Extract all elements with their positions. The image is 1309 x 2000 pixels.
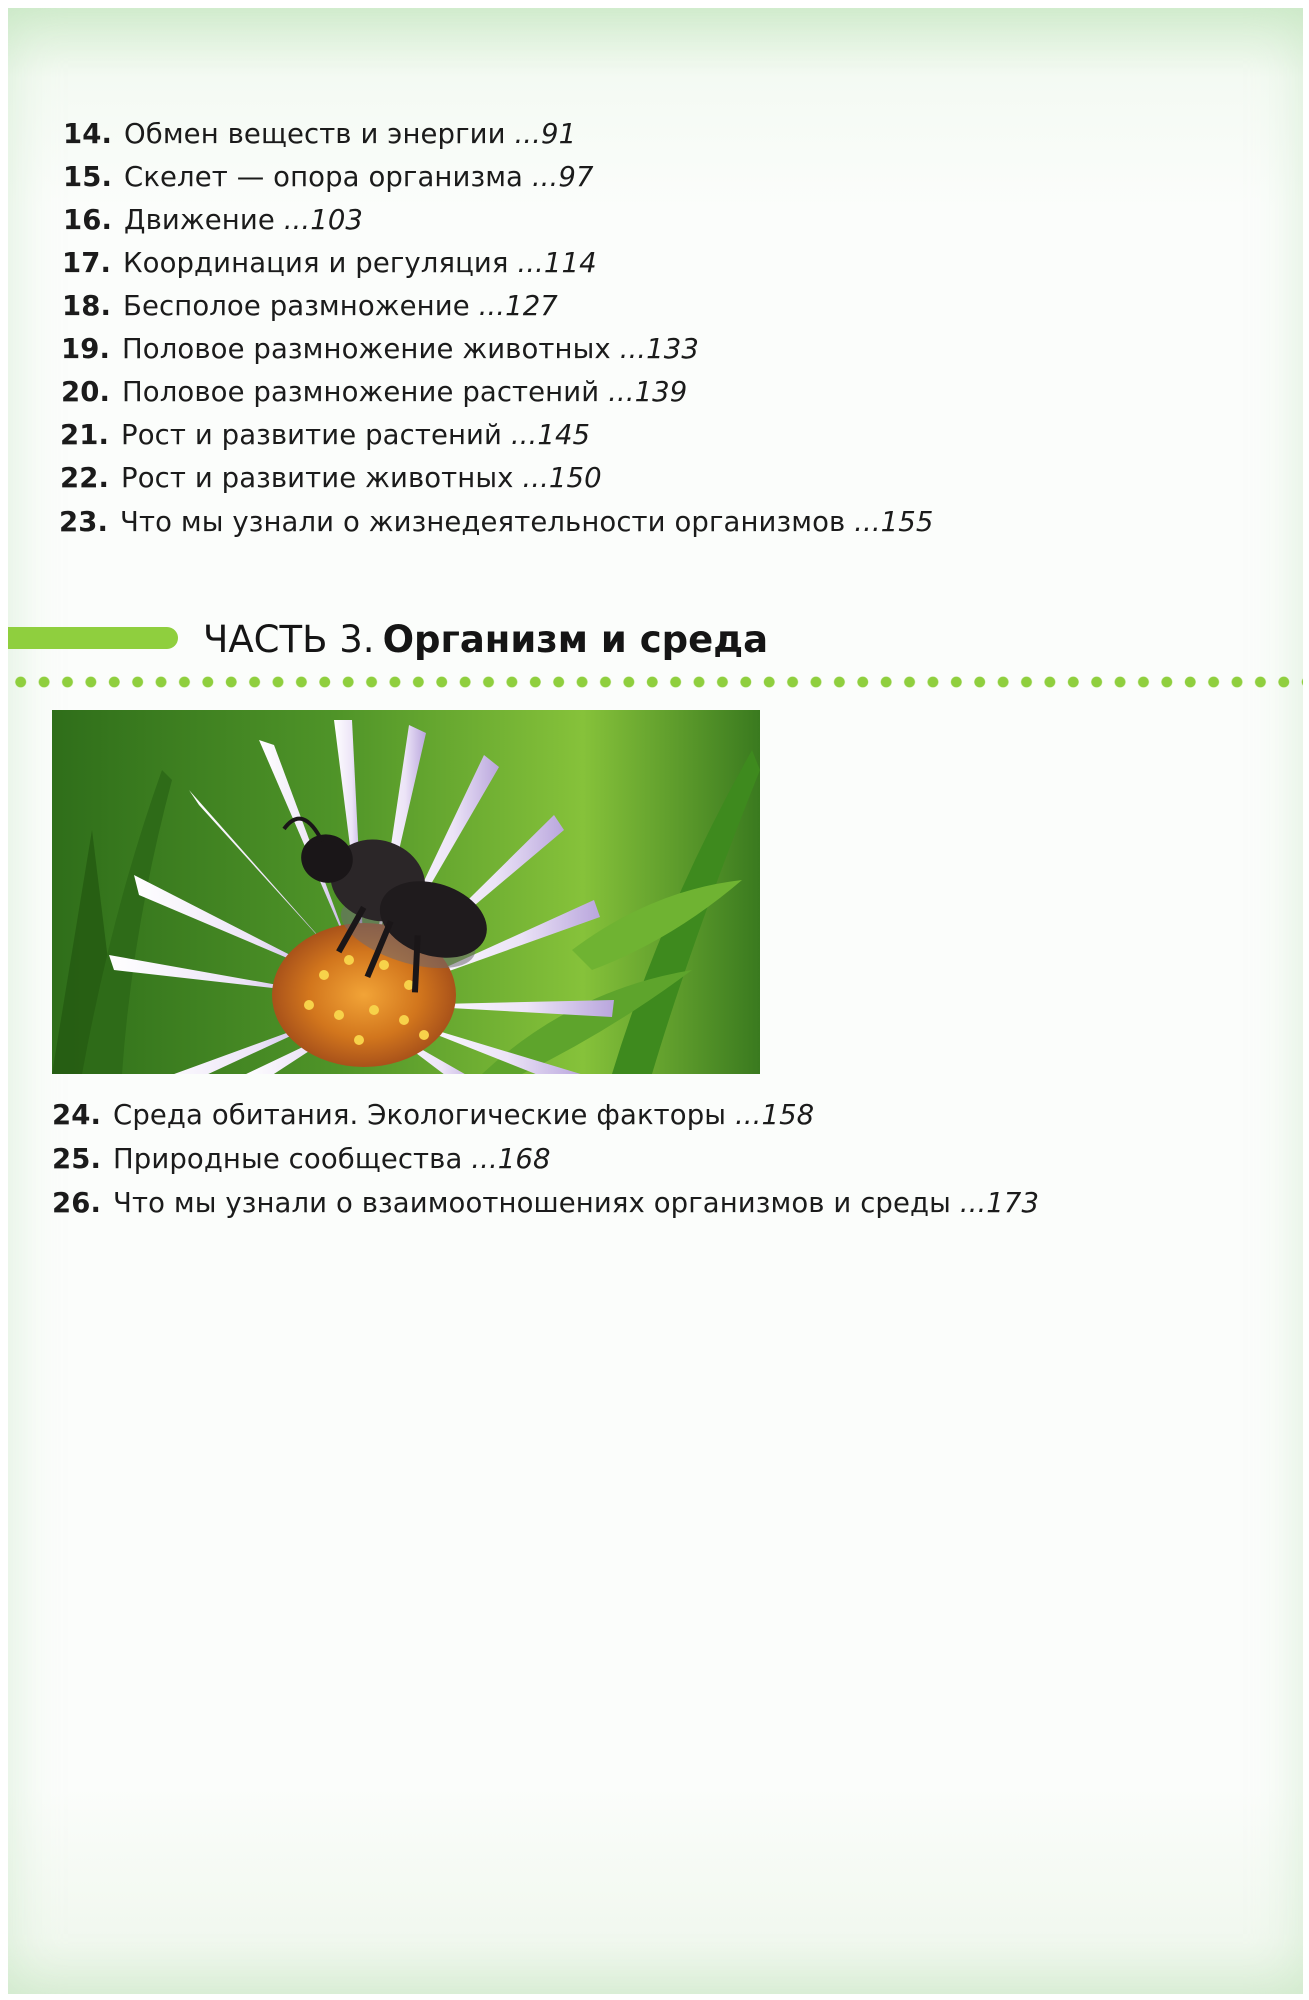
- toc-page: ...91: [514, 118, 577, 150]
- toc-title: Природные сообщества: [113, 1143, 463, 1175]
- toc-number: 17.: [62, 247, 112, 279]
- toc-title: Рост и развитие растений: [121, 419, 502, 451]
- toc-title: Половое размножение животных: [122, 333, 611, 365]
- toc-number: 15.: [63, 161, 113, 193]
- toc-title: Что мы узнали о жизнедеятельности организмов: [120, 506, 846, 538]
- toc-entry: [61, 376, 687, 408]
- toc-page: ...168: [471, 1143, 551, 1175]
- toc-page: ...158: [734, 1099, 815, 1131]
- toc-entry: [60, 462, 602, 494]
- toc-page: ...103: [283, 204, 364, 236]
- toc-entry: [59, 506, 933, 538]
- toc-number: 19.: [61, 333, 111, 365]
- toc-page: ...139: [608, 376, 688, 408]
- part-accent-bar: [8, 627, 178, 649]
- toc-entry: [63, 204, 363, 236]
- toc-title: Половое размножение растений: [122, 376, 600, 408]
- toc-page: ...145: [510, 419, 591, 451]
- toc-number: 18.: [62, 290, 112, 322]
- toc-number: 24.: [52, 1099, 102, 1131]
- bee-on-flower-photo: [52, 710, 760, 1074]
- toc-page: ...173: [959, 1187, 1040, 1219]
- toc-title: Координация и регуляция: [123, 247, 509, 279]
- toc-number: 14.: [63, 118, 113, 150]
- toc-entry: [52, 1143, 551, 1175]
- dotted-divider: [8, 675, 1303, 689]
- toc-title: Бесполое размножение: [123, 290, 470, 322]
- toc-title: Среда обитания. Экологические факторы: [113, 1099, 727, 1131]
- toc-title: Движение: [124, 204, 275, 236]
- toc-entry: [62, 247, 597, 279]
- toc-entry: [63, 161, 594, 193]
- toc-number: 16.: [63, 204, 113, 236]
- toc-title: Скелет — опора организма: [124, 161, 523, 193]
- part-label: ЧАСТЬ 3.: [203, 618, 375, 661]
- toc-number: 20.: [61, 376, 111, 408]
- toc-title: Обмен веществ и энергии: [124, 118, 506, 150]
- toc-number: 21.: [60, 419, 110, 451]
- part-heading: [203, 618, 768, 661]
- toc-number: 25.: [52, 1143, 102, 1175]
- toc-number: 22.: [60, 462, 110, 494]
- toc-entry: [60, 419, 590, 451]
- toc-page: ...133: [619, 333, 699, 365]
- toc-title: Рост и развитие животных: [121, 462, 514, 494]
- toc-page: ...97: [531, 161, 594, 193]
- toc-entry: [52, 1099, 814, 1131]
- toc-entry: [63, 118, 576, 150]
- toc-entry: [61, 333, 699, 365]
- part-title: Организм и среда: [382, 618, 769, 661]
- toc-page: ...150: [522, 462, 602, 494]
- toc-title: Что мы узнали о взаимоотношениях организмов и среды: [113, 1187, 951, 1219]
- toc-entry: [62, 290, 558, 322]
- toc-page: ...114: [517, 247, 597, 279]
- toc-number: 26.: [52, 1187, 102, 1219]
- toc-entry: [52, 1187, 1039, 1219]
- toc-page: ...127: [478, 290, 558, 322]
- toc-number: 23.: [59, 506, 109, 538]
- toc-page: ...155: [854, 506, 934, 538]
